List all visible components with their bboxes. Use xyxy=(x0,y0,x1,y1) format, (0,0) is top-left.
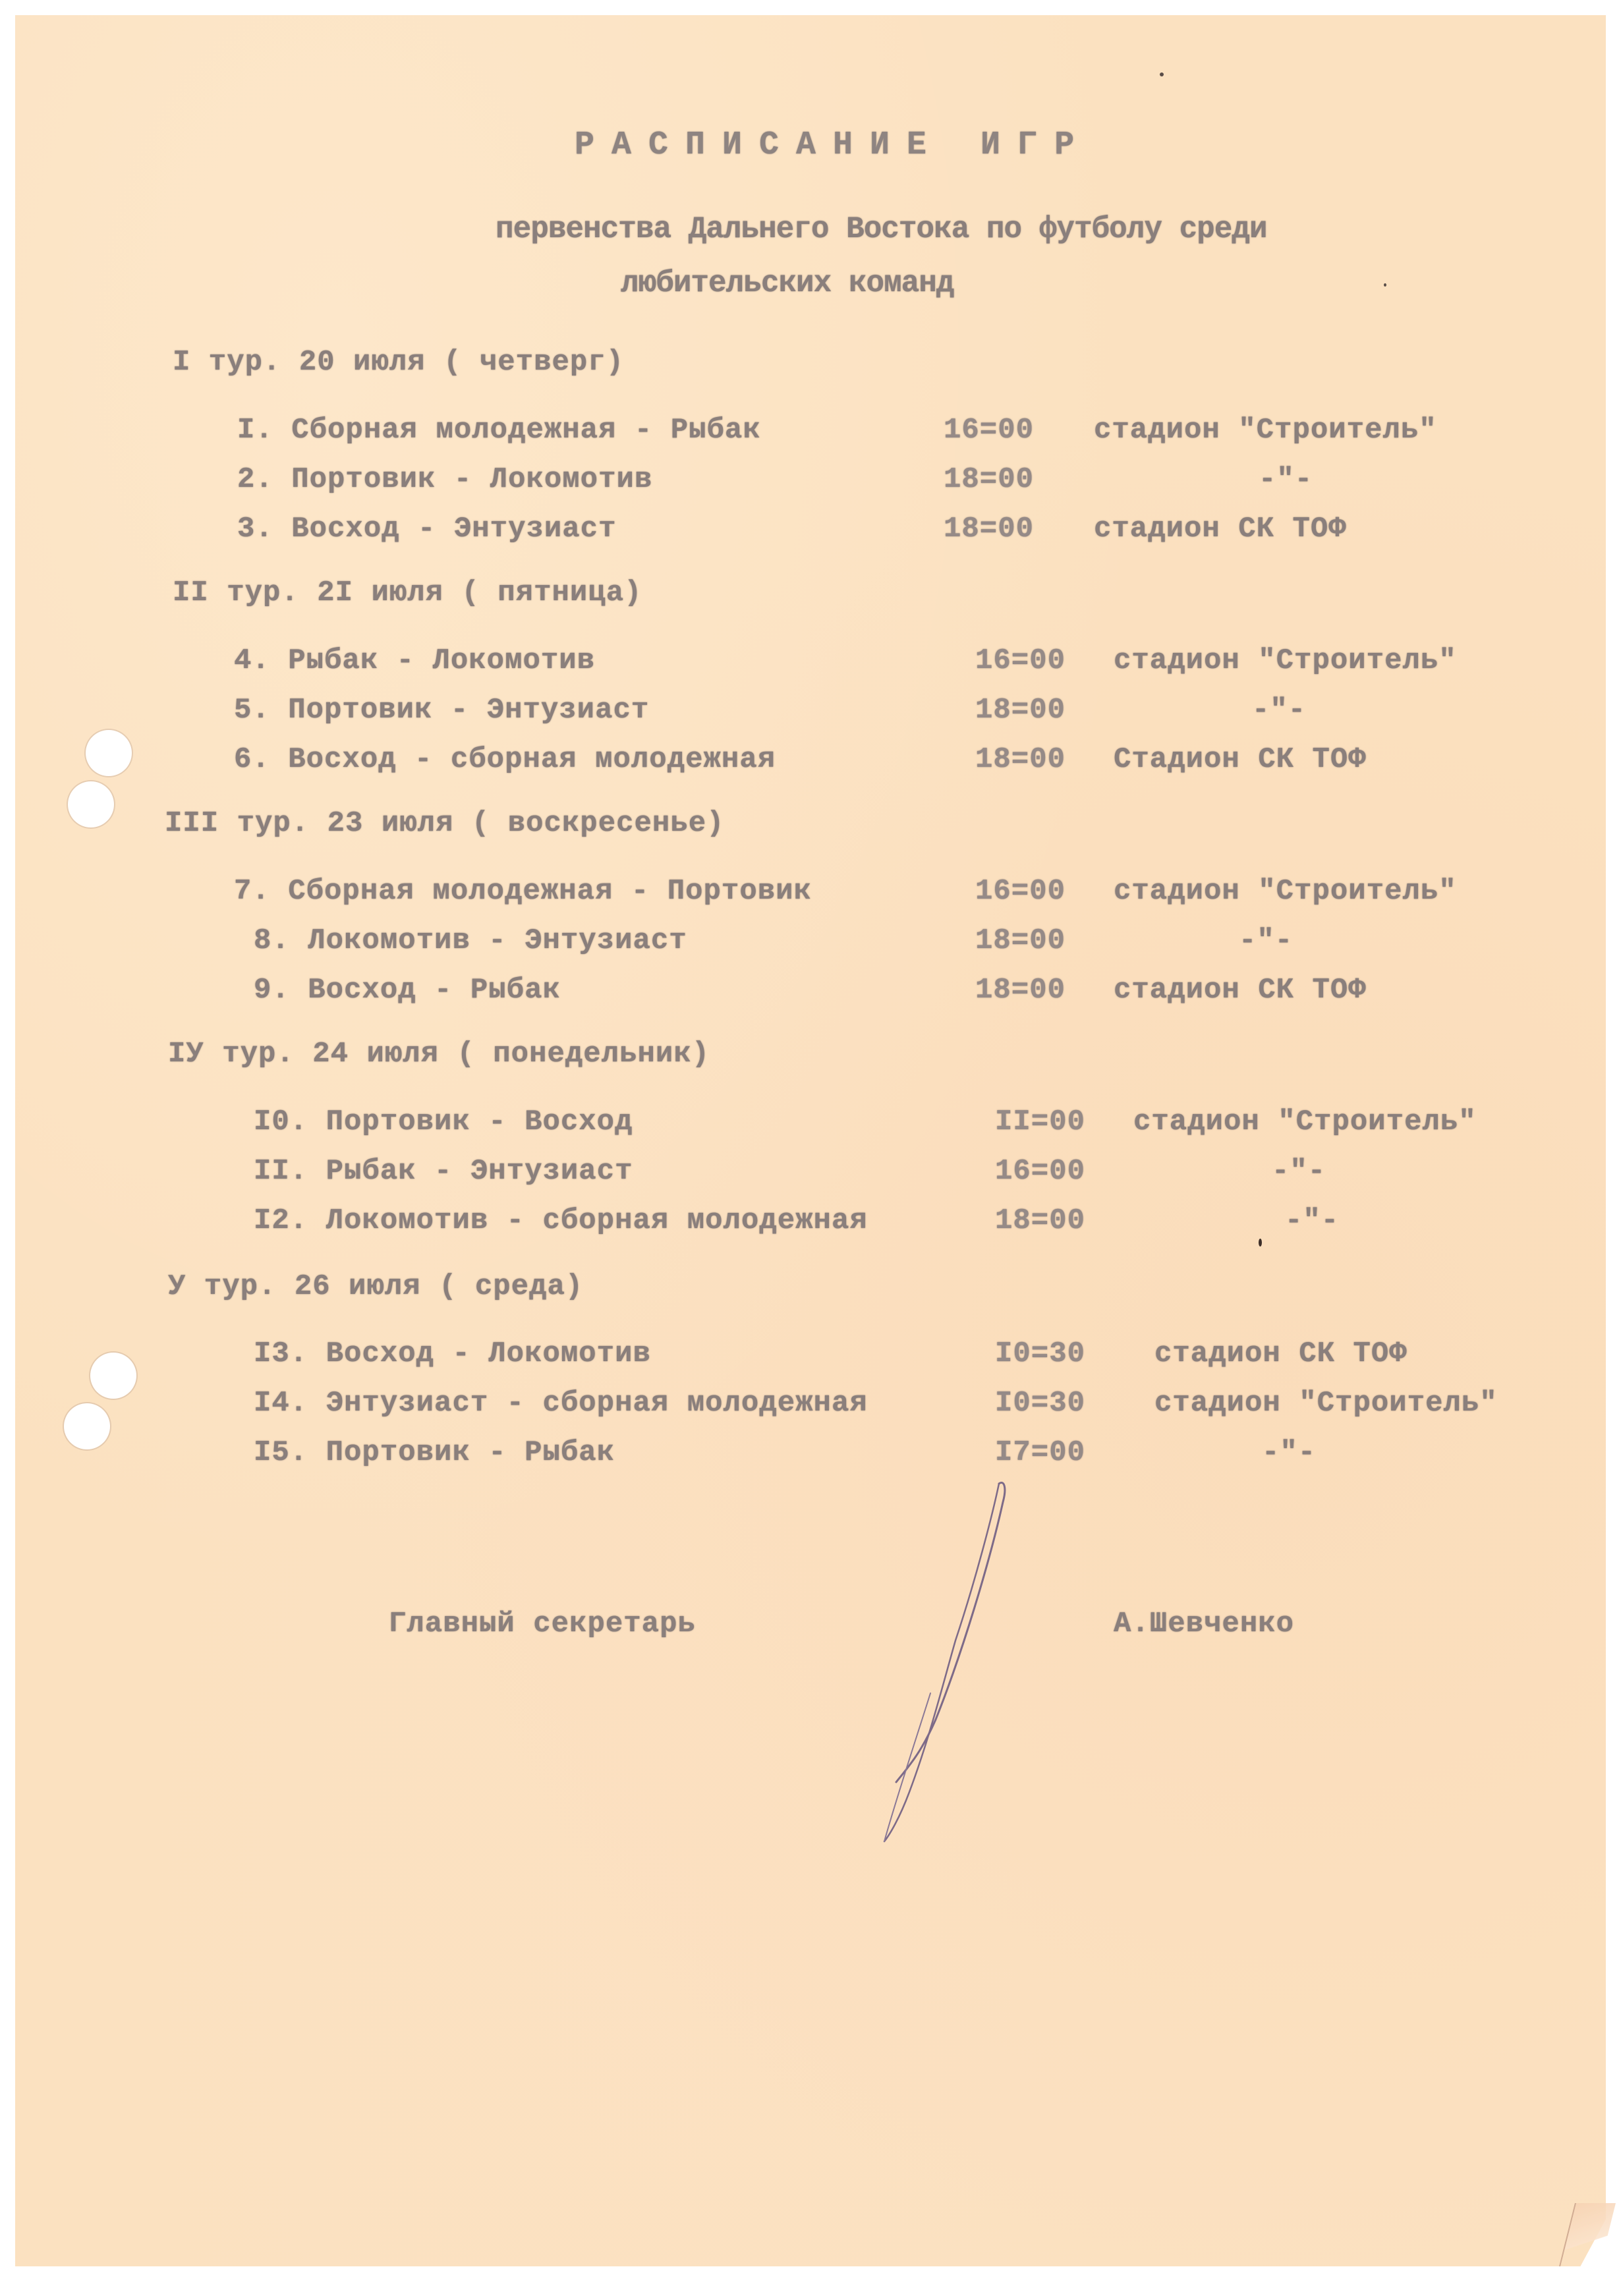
match-venue: -"- xyxy=(1262,1436,1317,1469)
match-time: 18=00 xyxy=(944,513,1035,546)
match-label: I4. Энтузиаст - сборная молодежная xyxy=(254,1387,868,1420)
match-time: 18=00 xyxy=(975,743,1066,776)
match-label: I2. Локомотив - сборная молодежная xyxy=(254,1204,868,1237)
match-label: I5. Портовик - Рыбак xyxy=(254,1436,615,1469)
match-venue: стадион "Строитель" xyxy=(1114,875,1457,908)
match-time: 16=00 xyxy=(944,414,1035,447)
match-venue: стадион "Строитель" xyxy=(1133,1106,1477,1138)
match-venue: стадион СК ТОФ xyxy=(1154,1337,1408,1370)
match-venue: Стадион СК ТОФ xyxy=(1114,743,1367,776)
paper-speck xyxy=(1259,1239,1262,1246)
match-venue: -"- xyxy=(1252,694,1307,727)
match-venue: -"- xyxy=(1239,924,1294,957)
match-label: 2. Портовик - Локомотив xyxy=(237,463,653,496)
match-label: I. Сборная молодежная - Рыбак xyxy=(237,414,761,447)
match-label: 6. Восход - сборная молодежная xyxy=(234,743,776,776)
match-venue: стадион "Строитель" xyxy=(1154,1387,1498,1420)
paper-speck xyxy=(1384,283,1386,287)
match-time: 18=00 xyxy=(975,974,1066,1007)
punch-hole xyxy=(68,781,114,827)
match-venue: стадион "Строитель" xyxy=(1114,644,1457,677)
match-time: 16=00 xyxy=(995,1155,1086,1188)
match-time: 16=00 xyxy=(975,644,1066,677)
match-time: 18=00 xyxy=(975,694,1066,727)
document-subtitle-line2: любительских команд xyxy=(621,266,954,300)
match-label: II. Рыбак - Энтузиаст xyxy=(254,1155,633,1188)
match-time: 16=00 xyxy=(975,875,1066,908)
match-label: 8. Локомотив - Энтузиаст xyxy=(254,924,687,957)
match-time: 18=00 xyxy=(995,1204,1086,1237)
punch-hole xyxy=(64,1403,110,1449)
match-venue: стадион СК ТОФ xyxy=(1114,974,1367,1007)
round-header: I тур. 20 июля ( четверг) xyxy=(173,346,625,379)
match-label: 4. Рыбак - Локомотив xyxy=(234,644,596,677)
match-time: I7=00 xyxy=(995,1436,1086,1469)
match-venue: стадион СК ТОФ xyxy=(1094,513,1347,546)
match-time: I0=30 xyxy=(995,1387,1086,1420)
punch-hole xyxy=(86,730,132,776)
document-title: РАСПИСАНИЕ ИГР xyxy=(575,126,1092,164)
handwritten-signature xyxy=(843,1476,1015,1845)
match-venue: -"- xyxy=(1259,463,1313,496)
document-subtitle-line1: первенства Дальнего Востока по футболу среди xyxy=(496,212,1267,246)
match-time: I0=30 xyxy=(995,1337,1086,1370)
match-label: 7. Сборная молодежная - Портовик xyxy=(234,875,812,908)
signatory-name: А.Шевченко xyxy=(1114,1608,1295,1640)
match-venue: стадион "Строитель" xyxy=(1094,414,1437,447)
match-venue: -"- xyxy=(1272,1155,1326,1188)
signatory-position: Главный секретарь xyxy=(389,1608,696,1640)
paper-speck xyxy=(1160,72,1164,76)
match-time: 18=00 xyxy=(944,463,1035,496)
match-time: 18=00 xyxy=(975,924,1066,957)
match-label: 3. Восход - Энтузиаст xyxy=(237,513,617,546)
match-time: II=00 xyxy=(995,1106,1086,1138)
round-header: IУ тур. 24 июля ( понедельник) xyxy=(168,1038,710,1071)
match-label: 5. Портовик - Энтузиаст xyxy=(234,694,650,727)
match-label: I0. Портовик - Восход xyxy=(254,1106,633,1138)
match-label: 9. Восход - Рыбак xyxy=(254,974,561,1007)
match-label: I3. Восход - Локомотив xyxy=(254,1337,651,1370)
punch-hole xyxy=(90,1353,136,1399)
round-header: У тур. 26 июля ( среда) xyxy=(168,1270,584,1303)
round-header: III тур. 23 июля ( воскресенье) xyxy=(165,807,725,840)
match-venue: -"- xyxy=(1285,1204,1340,1237)
round-header: II тур. 2I июля ( пятница) xyxy=(173,576,642,609)
